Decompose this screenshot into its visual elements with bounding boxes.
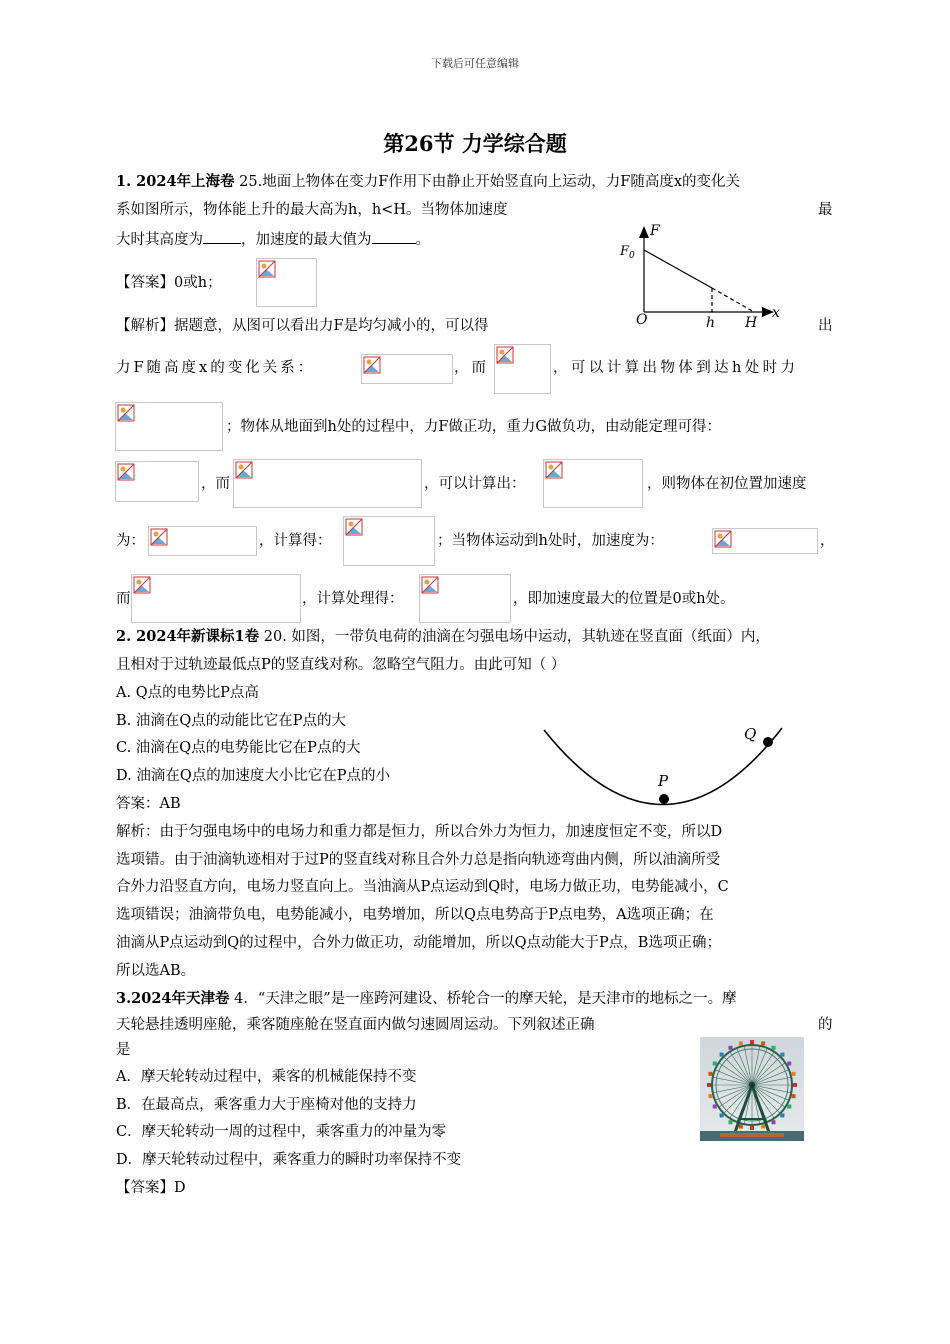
answer-blank-1 <box>203 229 241 244</box>
label-h: h <box>706 315 716 331</box>
broken-image-icon <box>133 576 151 594</box>
broken-image-icon <box>117 404 135 422</box>
label-Q: Q <box>744 725 757 743</box>
q2-analysis-4: 选项错误；油滴带负电，电势能减小，电势增加，所以Q点电势高于P点电势，A选项正确；在 <box>116 907 714 923</box>
q3-option-d: D．摩天轮转动过程中，乘客重力的瞬时功率保持不变 <box>116 1152 462 1168</box>
wheel-cabin <box>772 1046 776 1050</box>
point-p <box>659 794 669 804</box>
q1-answer: 【答案】0或h； <box>116 275 222 291</box>
y-axis-arrow-icon <box>639 226 649 238</box>
q3-option-c: C．摩天轮转动一周的过程中，乘客重力的冲量为零 <box>116 1124 447 1140</box>
q1-analysis-6c: ，即加速度最大的位置是0或h处。 <box>513 591 735 607</box>
broken-image-icon <box>345 518 363 536</box>
q2-option-b: B. 油滴在Q点的动能比它在P点的大 <box>116 713 347 729</box>
q2-option-c: C. 油滴在Q点的电势能比它在P点的大 <box>116 740 361 756</box>
force-line-extension <box>712 288 754 312</box>
wheel-cabin <box>739 1041 743 1045</box>
formula-image <box>256 258 317 307</box>
q3-line-3: 是 <box>116 1042 131 1058</box>
q1-analysis-3: ；物体从地面到h处的过程中，力F做正功，重力G做负功，由动能定理可得： <box>226 419 721 435</box>
q3-option-a: A．摩天轮转动过程中，乘客的机械能保持不变 <box>116 1069 417 1085</box>
wheel-cabin <box>780 1053 784 1057</box>
formula-image <box>361 354 453 384</box>
q3-option-b: B．在最高点，乘客重力大于座椅对他的支持力 <box>116 1097 417 1113</box>
q1-analysis-4b: ，可以计算出： <box>424 476 526 492</box>
wheel-cabin <box>707 1083 711 1087</box>
broken-image-icon <box>714 530 732 548</box>
q2-option-a: A. Q点的电势比P点高 <box>116 685 259 701</box>
broken-image-icon <box>496 346 514 364</box>
force-height-graph <box>616 222 791 334</box>
wheel-cabin <box>792 1072 796 1076</box>
label-P: P <box>658 772 669 790</box>
broken-image-icon <box>117 463 135 481</box>
formula-image <box>115 461 199 502</box>
q1-line-2-end: 最 <box>818 202 833 218</box>
wheel-cabin <box>772 1120 776 1124</box>
formula-image <box>543 459 643 508</box>
wheel-cabin <box>729 1046 733 1050</box>
q1-line-1 <box>116 172 740 192</box>
q1-analysis-2c: ，可以计算出物体到达h处时力 <box>553 360 799 376</box>
q3-answer: 【答案】D <box>116 1180 186 1196</box>
wheel-cabin <box>720 1113 724 1117</box>
q1-analysis-1: 【解析】据题意，从图可以看出力F是均匀减小的，可以得 <box>116 318 489 334</box>
wheel-cabin <box>713 1062 717 1066</box>
q2-label: 2. 2024年新课标1卷 <box>116 628 260 645</box>
wheel-cabin <box>780 1113 784 1117</box>
q2-answer: 答案：AB <box>116 796 181 812</box>
section-title: 第26节 力学综合题 <box>383 131 567 156</box>
formula-image <box>494 344 551 394</box>
wheel-cabin <box>793 1083 797 1087</box>
formula-image <box>343 516 435 566</box>
q1-line-3 <box>116 229 430 250</box>
q1-line-2: 系如图所示，物体能上升的最大高为h，h<H。当物体加速度 <box>116 202 508 218</box>
wheel-cabin <box>750 1040 754 1044</box>
wheel-cabin <box>708 1094 712 1098</box>
formula-image <box>419 574 511 623</box>
wheel-cabin <box>761 1041 765 1045</box>
trajectory-graph <box>538 720 788 810</box>
formula-image <box>115 402 223 451</box>
point-q <box>763 737 773 747</box>
label-O: O <box>636 312 648 328</box>
q1-analysis-1-end: 出 <box>818 318 833 334</box>
q2-analysis-5: 油滴从P点运动到Q的过程中，合外力做正功，动能增加，所以Q点动能大于P点，B选项正确； <box>116 935 721 951</box>
ferris-wheel-photo <box>700 1037 804 1141</box>
wheel-cabin <box>713 1105 717 1109</box>
q1-analysis-4c: ，则物体在初位置加速度 <box>647 476 807 492</box>
force-line <box>644 250 712 288</box>
q1-analysis-2b: ，而 <box>454 360 489 376</box>
broken-image-icon <box>235 461 253 479</box>
answer-blank-2 <box>372 229 416 244</box>
formula-image <box>233 459 422 508</box>
q1-analysis-2a: 力F随高度x的变化关系： <box>116 360 316 376</box>
q1-analysis-5d: ， <box>820 533 835 549</box>
q1-label: 1. 2024年上海卷 <box>116 173 235 190</box>
page-header: 下载后可任意编辑 <box>431 57 519 70</box>
q1-l3c: 。 <box>415 232 430 248</box>
q2-option-d: D. 油滴在Q点的加速度大小比它在P点的小 <box>116 768 390 784</box>
q1-analysis-4a: ，而 <box>201 476 230 492</box>
q1-l3b: ，加速度的最大值为 <box>241 232 372 248</box>
label-F: F <box>650 223 660 239</box>
q2-analysis-2: 选项错。由于油滴轨迹相对于过P的竖直线对称且合外力总是指向轨迹弯曲内侧，所以油滴所受 <box>116 852 721 868</box>
q2-analysis-6: 所以选AB。 <box>116 963 196 979</box>
q1-analysis-5c: ；当物体运动到h处时，加速度为： <box>437 533 664 549</box>
wheel-cabin <box>750 1126 754 1130</box>
q1-l3a: 大时其高度为 <box>116 232 203 248</box>
broken-image-icon <box>150 528 168 546</box>
wheel-cabin <box>708 1072 712 1076</box>
q1-analysis-6b: ，计算处理得： <box>302 591 404 607</box>
q2-analysis-1: 解析：由于匀强电场中的电场力和重力都是恒力，所以合外力为恒力，加速度恒定不变，所以D <box>116 824 723 840</box>
q1-analysis-5a: 为： <box>116 533 145 549</box>
q3-label: 3.2024年天津卷 <box>116 990 230 1007</box>
q1-text-1: 25.地面上物体在变力F作用下由静止开始竖直向上运动，力F随高度x的变化关 <box>239 174 741 190</box>
q2-line-1 <box>116 627 770 647</box>
q1-analysis-6a: 而 <box>116 591 131 607</box>
broken-image-icon <box>545 461 563 479</box>
wheel-cabin <box>761 1125 765 1129</box>
q3-line-2: 天轮悬挂透明座舱，乘客随座舱在竖直面内做匀速圆周运动。下列叙述正确 <box>116 1017 595 1033</box>
label-x: x <box>772 305 780 321</box>
wheel-cabin <box>792 1094 796 1098</box>
q2-line-2: 且相对于过轨迹最低点P的竖直线对称。忽略空气阻力。由此可知（ ） <box>116 657 566 673</box>
label-F0: $F_0$ <box>620 244 635 261</box>
formula-image <box>148 526 257 556</box>
formula-image <box>712 528 818 554</box>
broken-image-icon <box>421 576 439 594</box>
q3-line-2-end: 的 <box>818 1017 833 1033</box>
formula-image <box>131 574 301 623</box>
q1-analysis-5b: ，计算得： <box>259 533 332 549</box>
broken-image-icon <box>363 356 381 374</box>
q3-text-1: 4．“天津之眼”是一座跨河建设、桥轮合一的摩天轮，是天津市的地标之一。摩 <box>234 991 737 1007</box>
wheel-cabin <box>787 1062 791 1066</box>
wheel-cabin <box>739 1125 743 1129</box>
q2-text-1: 20. 如图，一带负电荷的油滴在匀强电场中运动，其轨迹在竖直面（纸面）内， <box>263 629 770 645</box>
q3-line-1 <box>116 989 737 1009</box>
label-H: H <box>745 315 758 331</box>
wheel-cabin <box>729 1120 733 1124</box>
wheel-cabin <box>720 1053 724 1057</box>
broken-image-icon <box>258 260 276 278</box>
wheel-cabin <box>787 1105 791 1109</box>
q2-analysis-3: 合外力沿竖直方向，电场力竖直向上。当油滴从P点运动到Q时，电场力做正功，电势能减小，C <box>116 879 729 895</box>
